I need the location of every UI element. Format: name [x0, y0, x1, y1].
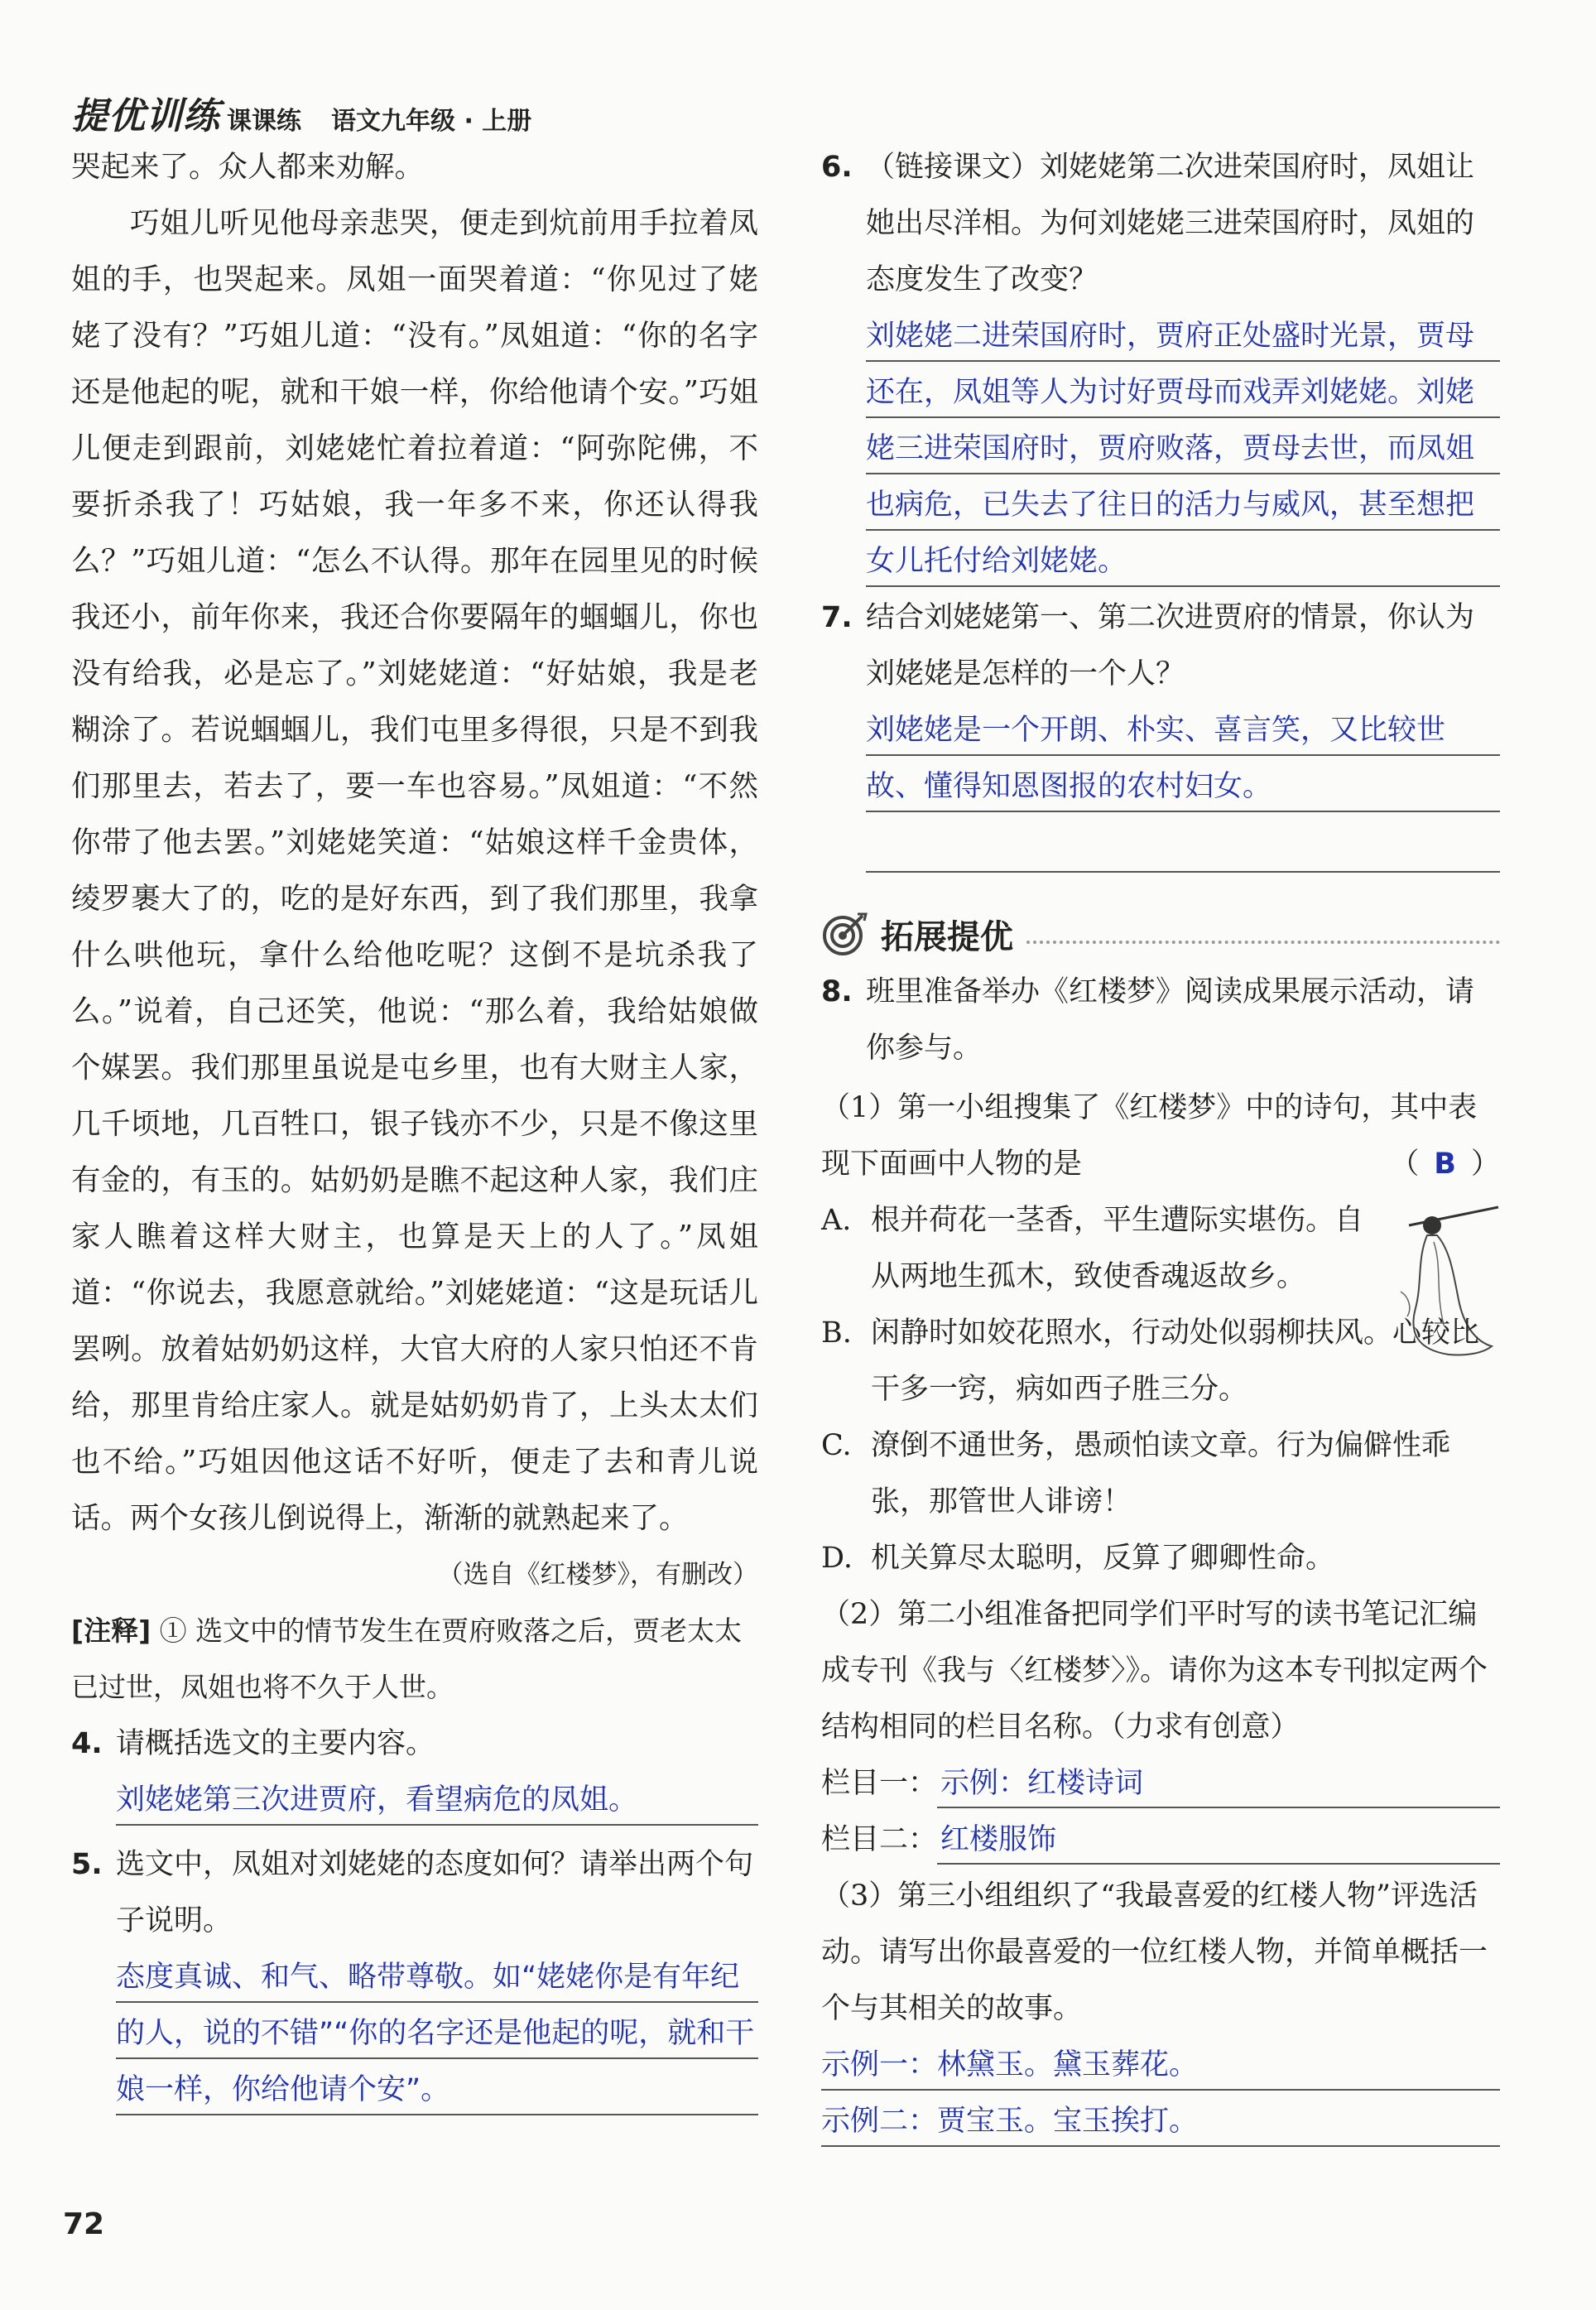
page-header — [71, 89, 531, 139]
column-name-2 — [821, 1812, 1500, 1868]
field-label: 栏目一： — [821, 1767, 938, 1800]
option-label: B. — [821, 1316, 852, 1350]
passage-paragraph: 巧姐儿听见他母亲悲哭，便走到炕前用手拉着凤姐的手，也哭起来。凤姐一面哭着道：“你见过了姥姥了没有？”巧姐儿道：“没有。”凤姐道：“你的名字还是他起的呢，就和干娘一样，你给他请个安。”巧姐儿便走到跟前，刘姥姥忙着拉着道：“阿弥陀佛，不要折杀我了！巧姑娘，我一年多不来，你还认得我么？”巧姐儿道：“怎么不认得。那年在园里见的时候我还小，前年你来，我还合你要隔年的蝈蝈儿，你也没有给我，必是忘了。”刘姥姥道：“好姑娘，我是老糊涂了。若说蝈蝈儿，我们屯里多得很，只是不到我们那里去，若去了，要一车也容易。”凤姐道：“不然你带了他去罢。”刘姥姥笑道：“姑娘这样千金贵体，绫罗裹大了的，吃的是好东西，到了我们那里，我拿什么哄他玩，拿什么给他吃呢？这倒不是坑杀我了么。”说着，自己还笑，他说：“那么着，我给姑娘做个媒罢。我们那里虽说是屯乡里，也有大财主人家，几千顷地，几百牲口，银子钱亦不少，只是不像这里有金的，有玉的。姑奶奶是瞧不起这种人家，我们庄家人瞧着这样大财主，也算是天上的人了。”凤姐道：“你说去，我愿意就给。”刘姥姥道：“这是玩话儿罢咧。放着姑奶奶这样，大官大府的人家只怕还不肯给，那里肯给庄家人。就是姑奶奶肯了，上头太太们也不给。”巧姐因他这话不好听，便走了去和青儿说话。两个女孩儿倒说得上，渐渐的就熟起来了。 — [71, 206, 758, 1535]
option-a — [821, 1192, 1500, 1305]
answer-line — [866, 815, 1500, 873]
answer-text: 态度真诚、和气、略带尊敬。如“姥姥你是有年纪的人，说的不错”“你的名字还是他起的呢，就和干娘一样，你给他请个安”。 — [116, 1949, 758, 2118]
answer-paren: （ B ） — [1390, 1148, 1500, 1181]
option-label: A. — [821, 1204, 852, 1237]
option-text: 闲静时如姣花照水，行动处似弱柳扶风。心较比干多一窍，病如西子胜三分。 — [871, 1316, 1480, 1406]
option-c — [821, 1417, 1500, 1530]
question-number: 6. — [821, 151, 853, 184]
answer-text: 示例二：贾宝玉。宝玉挨打。 — [821, 2093, 1500, 2149]
question-number: 5. — [71, 1848, 103, 1881]
option-label: D. — [821, 1542, 853, 1575]
options-block — [821, 1192, 1500, 1586]
answer-text: 示例一：林黛玉。黛玉葬花。 — [821, 2037, 1500, 2093]
field-answer: 示例：红楼诗词 — [937, 1755, 1500, 1808]
question-number: 8. — [821, 975, 853, 1008]
sub-question-1 — [821, 1080, 1500, 1192]
section-divider — [1026, 941, 1500, 944]
answer-text: 刘姥姥二进荣国府时，贾府正处盛时光景，贾母还在，凤姐等人为讨好贾母而戏弄刘姥姥。刘姥姥三进荣国府时，贾府败落，贾母去世，而凤姐也病危，已失去了往日的活力与威风，甚至想把女儿托付给刘姥姥。 — [866, 308, 1500, 590]
sub-question-text: （1）第一小组搜集了《红楼梦》中的诗句，其中表现下面画中人物的是 — [821, 1091, 1478, 1181]
option-b — [821, 1305, 1500, 1417]
option-label: C. — [821, 1429, 852, 1462]
passage-paragraph: 哭起来了。众人都来劝解。 — [71, 150, 425, 184]
question-text: （链接课文）刘姥姥第二次进荣国府时，凤姐让她出尽洋相。为何刘姥姥三进荣国府时，凤姐的态度发生了改变？ — [866, 151, 1475, 296]
question-6 — [821, 139, 1500, 590]
annotation-text: ① 选文中的情节发生在贾府败落之后，贾老太太已过世，凤姐也将不久于人世。 — [71, 1615, 743, 1703]
option-d — [821, 1530, 1500, 1586]
sub-question-2: （2）第二小组准备把同学们平时写的读书笔记汇编成专刊《我与〈红楼梦〉》。请你为这本专刊拟定两个结构相同的栏目名称。（力求有创意） — [821, 1598, 1488, 1744]
answer-text: 刘姥姥是一个开朗、朴实、喜言笑，又比较世故、懂得知恩图报的农村妇女。 — [866, 702, 1500, 815]
question-number: 7. — [821, 601, 853, 634]
question-number: 4. — [71, 1727, 103, 1760]
answer-text: 刘姥姥第三次进贾府，看望病危的凤姐。 — [116, 1772, 758, 1828]
left-column — [71, 139, 758, 2118]
question-5 — [71, 1836, 758, 2118]
answer-choice: B — [1434, 1148, 1456, 1181]
series-title: 课课练 — [227, 107, 301, 136]
question-8 — [821, 964, 1500, 1076]
section-title: 拓展提优 — [881, 917, 1013, 956]
passage-source: （选自《红楼梦》，有删改） — [437, 1560, 758, 1590]
annotation-tag: [注释] — [71, 1615, 151, 1647]
question-text: 班里准备举办《红楼梦》阅读成果展示活动，请你参与。 — [866, 975, 1475, 1065]
question-text: 选文中，凤姐对刘姥姥的态度如何？请举出两个句子说明。 — [116, 1848, 754, 1937]
option-text: 机关算尽太聪明，反算了卿卿性命。 — [871, 1542, 1335, 1575]
question-text: 结合刘姥姥第一、第二次进贾府的情景，你认为刘姥姥是怎样的一个人？ — [866, 601, 1475, 691]
question-7 — [821, 590, 1500, 873]
question-text: 请概括选文的主要内容。 — [116, 1727, 435, 1760]
question-4 — [71, 1716, 758, 1828]
book-title: 语文九年级 · 上册 — [331, 107, 532, 136]
field-label: 栏目二： — [821, 1823, 938, 1856]
target-icon — [821, 911, 868, 957]
annotation — [71, 1603, 758, 1716]
option-text: 潦倒不通世务，愚顽怕读文章。行为偏僻性乖张，那管世人诽谤！ — [871, 1429, 1451, 1518]
column-name-1 — [821, 1755, 1500, 1812]
section-header — [821, 904, 1500, 964]
sub-question-3: （3）第三小组组织了“我最喜爱的红楼人物”评选活动。请写出你最喜爱的一位红楼人物，并简单概括一个与其相关的故事。 — [821, 1879, 1488, 2025]
right-column — [821, 139, 1500, 2149]
brand-title: 提优训练 — [71, 95, 220, 137]
field-answer: 红楼服饰 — [937, 1812, 1500, 1865]
option-text: 根并荷花一茎香，平生遭际实堪伤。自从两地生孤木，致使香魂返故乡。 — [871, 1204, 1364, 1293]
page-number: 72 — [63, 2207, 105, 2241]
